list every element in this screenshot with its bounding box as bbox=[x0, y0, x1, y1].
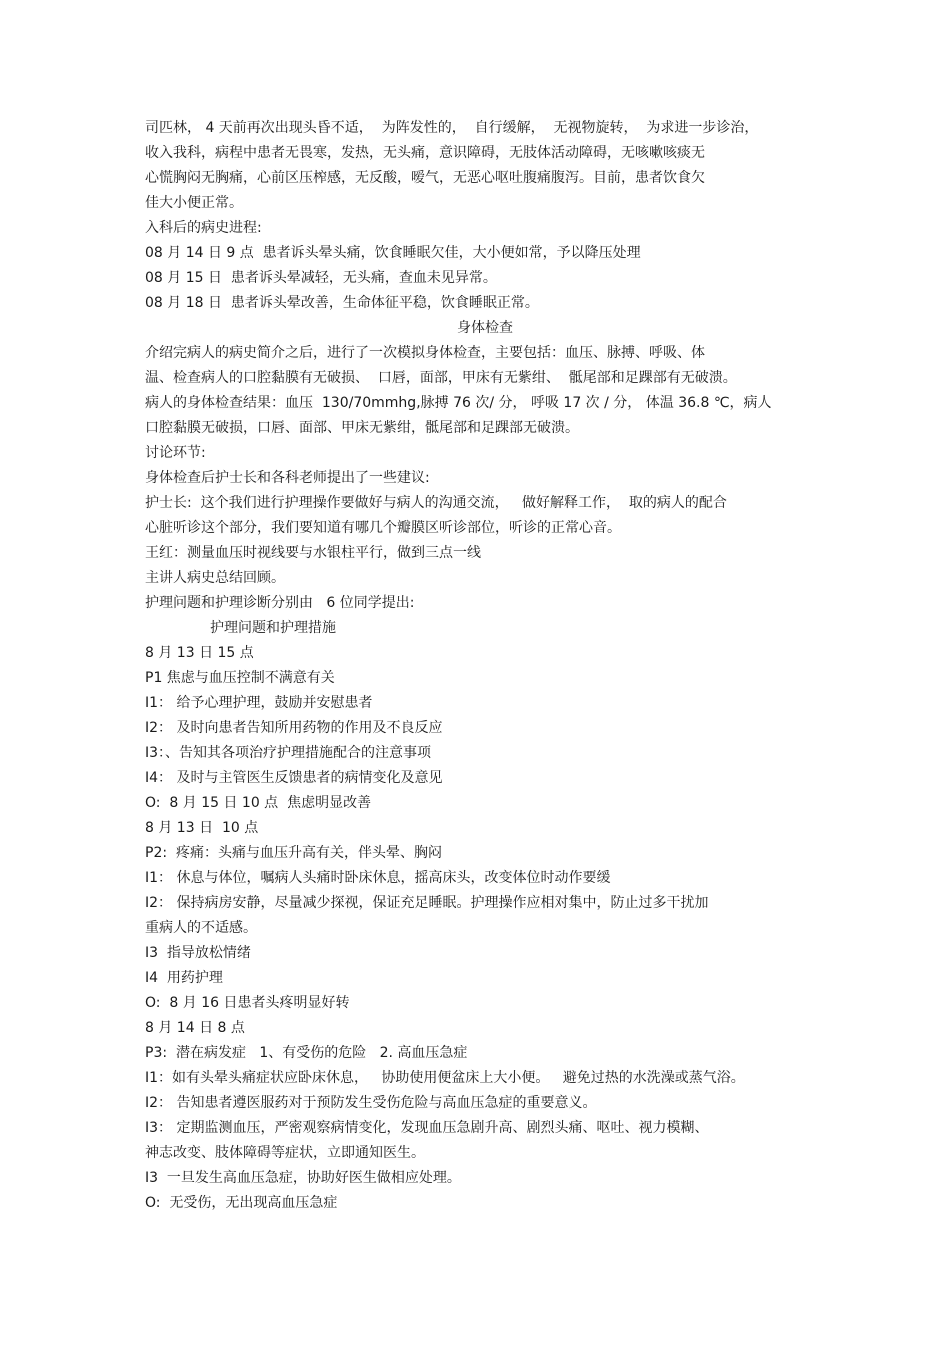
p1-i4: I4： 及时与主管医生反馈患者的病情变化及意见 bbox=[145, 770, 443, 786]
progress-heading: 入科后的病史进程: bbox=[145, 220, 262, 236]
section-title-physical-exam: 身体检查 bbox=[457, 320, 513, 336]
p2-i2-line-1: I2： 保持病房安静，尽量减少探视，保证充足睡眠。护理操作应相对集中，防止过多干扰加 bbox=[145, 895, 709, 911]
p1-i1: I1： 给予心理护理，鼓励并安慰患者 bbox=[145, 695, 373, 711]
p2-i4: I4 用药护理 bbox=[145, 970, 223, 986]
p1-outcome: O: 8 月 15 日 10 点 焦虑明显改善 bbox=[145, 795, 372, 811]
progress-entry-0815: 08 月 15 日 患者诉头晕减轻，无头痛，查血未见异常。 bbox=[145, 270, 497, 286]
discussion-wang-hong: 王红：测量血压时视线要与水银柱平行，做到三点一线 bbox=[145, 545, 481, 561]
history-line-1: 司匹林， 4 天前再次出现头昏不适， 为阵发性的， 自行缓解， 无视物旋转， 为求进一步诊治， bbox=[145, 120, 759, 136]
p2-problem: P2: 疼痛：头痛与血压升高有关，伴头晕、胸闷 bbox=[145, 845, 442, 861]
p3-i3-line-2: 神志改变、肢体障碍等症状，立即通知医生。 bbox=[145, 1145, 425, 1161]
history-line-4: 佳大小便正常。 bbox=[145, 195, 243, 211]
nursing-intro: 护理问题和护理诊断分别由 6 位同学提出: bbox=[145, 595, 415, 611]
p1-problem: P1 焦虑与血压控制不满意有关 bbox=[145, 670, 335, 686]
p1-i2: I2： 及时向患者告知所用药物的作用及不良反应 bbox=[145, 720, 443, 736]
progress-entry-0818: 08 月 18 日 患者诉头晕改善，生命体征平稳，饮食睡眠正常。 bbox=[145, 295, 539, 311]
document-body bbox=[145, 116, 825, 1216]
section-title-nursing: 护理问题和护理措施 bbox=[210, 620, 336, 636]
exam-intro-line-2: 温、检查病人的口腔黏膜有无破损、 口唇，面部，甲床有无紫绀、 骶尾部和足踝部有无破溃。 bbox=[145, 370, 737, 386]
p3-i1: I1：如有头晕头痛症状应卧床休息， 协助使用便盆床上大小便。 避免过热的水洗澡或蒸气浴。 bbox=[145, 1070, 745, 1086]
discussion-summary: 主讲人病史总结回顾。 bbox=[145, 570, 285, 586]
discussion-intro: 身体检查后护士长和各科老师提出了一些建议: bbox=[145, 470, 430, 486]
p3-problem: P3: 潜在病发症 1、有受伤的危险 2. 高血压急症 bbox=[145, 1045, 468, 1061]
discussion-auscultation: 心脏听诊这个部分，我们要知道有哪几个瓣膜区听诊部位，听诊的正常心音。 bbox=[145, 520, 621, 536]
discussion-head-nurse: 护士长: 这个我们进行护理操作要做好与病人的沟通交流， 做好解释工作， 取的病人的配合 bbox=[145, 495, 727, 511]
p2-date: 8 月 13 日 10 点 bbox=[145, 820, 259, 836]
p3-date: 8 月 14 日 8 点 bbox=[145, 1020, 245, 1036]
exam-result-line-1: 病人的身体检查结果：血压 130/70mmhg,脉搏 76 次/ 分， 呼吸 17 次 / 分， 体温 36.8 ℃，病人 bbox=[145, 395, 772, 411]
p3-i3b: I3 一旦发生高血压急症，协助好医生做相应处理。 bbox=[145, 1170, 461, 1186]
exam-result-line-2: 口腔黏膜无破损，口唇、面部、甲床无紫绀，骶尾部和足踝部无破溃。 bbox=[145, 420, 579, 436]
p2-outcome: O: 8 月 16 日患者头疼明显好转 bbox=[145, 995, 350, 1011]
history-line-2: 收入我科，病程中患者无畏寒，发热，无头痛，意识障碍，无肢体活动障碍，无咳嗽咳痰无 bbox=[145, 145, 705, 161]
p1-date: 8 月 13 日 15 点 bbox=[145, 645, 254, 661]
p1-i3: I3：、告知其各项治疗护理措施配合的注意事项 bbox=[145, 745, 432, 761]
discussion-heading: 讨论环节: bbox=[145, 445, 206, 461]
p2-i3: I3 指导放松情绪 bbox=[145, 945, 251, 961]
p3-outcome: O: 无受伤，无出现高血压急症 bbox=[145, 1195, 338, 1211]
progress-entry-0814: 08 月 14 日 9 点 患者诉头晕头痛，饮食睡眠欠佳，大小便如常，予以降压处理 bbox=[145, 245, 641, 261]
p3-i3-line-1: I3： 定期监测血压，严密观察病情变化，发现血压急剧升高、剧烈头痛、呕吐、视力模糊、 bbox=[145, 1120, 709, 1136]
p2-i2-line-2: 重病人的不适感。 bbox=[145, 920, 257, 936]
exam-intro-line-1: 介绍完病人的病史简介之后，进行了一次模拟身体检查，主要包括：血压、脉搏、呼吸、体 bbox=[145, 345, 705, 361]
history-line-3: 心慌胸闷无胸痛，心前区压榨感，无反酸，嗳气，无恶心呕吐腹痛腹泻。目前，患者饮食欠 bbox=[145, 170, 705, 186]
p2-i1: I1： 休息与体位，嘱病人头痛时卧床休息，摇高床头，改变体位时动作要缓 bbox=[145, 870, 611, 886]
p3-i2: I2： 告知患者遵医服药对于预防发生受伤危险与高血压急症的重要意义。 bbox=[145, 1095, 597, 1111]
